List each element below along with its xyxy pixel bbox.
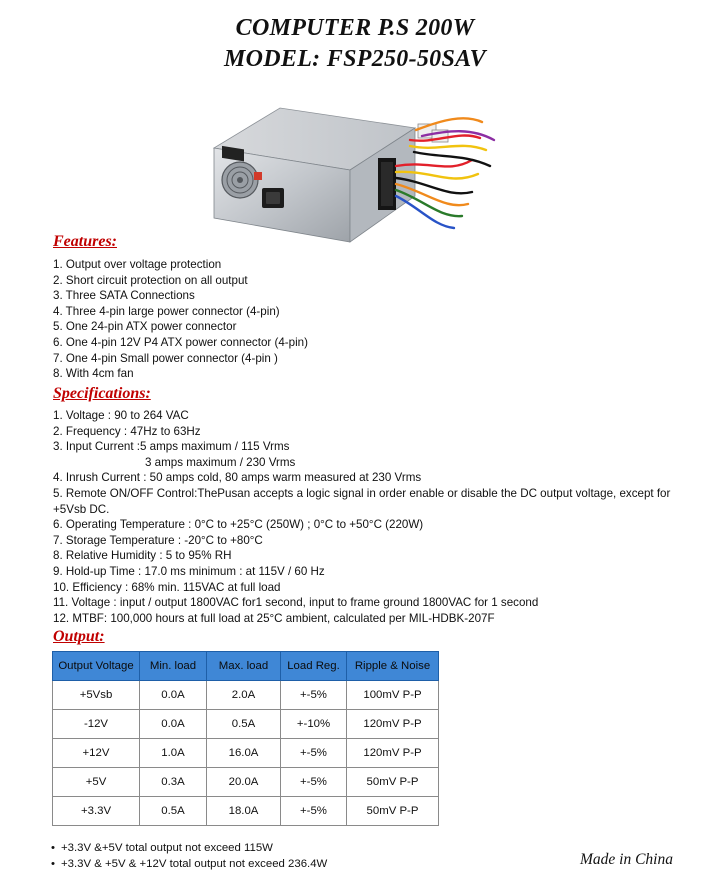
table-cell: +5V — [53, 768, 140, 797]
table-cell: 0.5A — [207, 710, 281, 739]
feature-item: 2. Short circuit protection on all output — [53, 273, 248, 287]
bullet-icon: • — [51, 858, 55, 870]
table-cell: 1.0A — [140, 739, 207, 768]
spec-item: 6. Operating Temperature : 0°C to +25°C (250W) ; 0°C to +50°C (220W) — [53, 518, 424, 532]
table-cell: 2.0A — [207, 681, 281, 710]
table-cell: 0.5A — [140, 797, 207, 826]
spec-item: 10. Efficiency : 68% min. 115VAC at full load — [53, 580, 281, 594]
spec-item-continuation — [53, 455, 693, 471]
spec-item: 8. Relative Humidity : 5 to 95% RH — [53, 549, 232, 563]
page-title-line-2: MODEL: FSP250-50SAV — [224, 46, 486, 72]
table-row — [53, 768, 439, 797]
note-item — [51, 840, 327, 856]
column-header-max-load: Max. load — [207, 652, 281, 681]
table-cell: +-5% — [281, 739, 347, 768]
table-cell: 18.0A — [207, 797, 281, 826]
table-cell: +5Vsb — [53, 681, 140, 710]
column-header-load-reg: Load Reg. — [281, 652, 347, 681]
output-heading: Output: — [53, 628, 105, 645]
table-cell: 16.0A — [207, 739, 281, 768]
table-row — [53, 797, 439, 826]
table-cell: 100mV P-P — [347, 681, 439, 710]
feature-item: 8. With 4cm fan — [53, 367, 134, 381]
column-header-min-load: Min. load — [140, 652, 207, 681]
output-table — [52, 651, 439, 826]
feature-item: 4. Three 4-pin large power connector (4-pin) — [53, 304, 280, 318]
made-in-label: Made in China — [580, 851, 673, 868]
table-cell: 0.3A — [140, 768, 207, 797]
spec-item: 11. Voltage : input / output 1800VAC for1 second, input to frame ground 1800VAC for 1 second — [53, 596, 539, 610]
power-supply-photo — [210, 100, 500, 250]
spec-item: 3. Input Current :5 amps maximum / 115 Vrms — [53, 440, 290, 454]
page-title-line-1: COMPUTER P.S 200W — [235, 15, 475, 41]
note-text: +3.3V & +5V & +12V total output not exceed 236.4W — [61, 858, 328, 870]
note-item — [51, 856, 327, 872]
table-row — [53, 681, 439, 710]
table-cell: 120mV P-P — [347, 710, 439, 739]
table-cell: +-5% — [281, 681, 347, 710]
feature-item: 6. One 4-pin 12V P4 ATX power connector (4-pin) — [53, 335, 308, 349]
spec-item: 12. MTBF: 100,000 hours at full load at 25°C ambient, calculated per MIL-HDBK-207F — [53, 611, 495, 625]
table-cell: 120mV P-P — [347, 739, 439, 768]
table-cell: 20.0A — [207, 768, 281, 797]
output-table-header-row — [53, 652, 439, 681]
table-cell: +-5% — [281, 797, 347, 826]
table-cell: 0.0A — [140, 681, 207, 710]
spec-item: 5. Remote ON/OFF Control:ThePusan accepts a logic signal in order enable or disable the DC output voltage, except for +5Vsb DC. — [53, 486, 671, 516]
feature-item: 1. Output over voltage protection — [53, 258, 222, 271]
feature-item: 5. One 24-pin ATX power connector — [53, 320, 237, 334]
table-cell: +3.3V — [53, 797, 140, 826]
spec-item: 9. Hold-up Time : 17.0 ms minimum : at 115V / 60 Hz — [53, 564, 325, 578]
bullet-icon: • — [51, 842, 55, 854]
table-cell: +-10% — [281, 710, 347, 739]
table-cell: 50mV P-P — [347, 768, 439, 797]
column-header-ripple-noise: Ripple & Noise — [347, 652, 439, 681]
feature-item: 3. Three SATA Connections — [53, 289, 195, 303]
table-cell: 50mV P-P — [347, 797, 439, 826]
specifications-heading: Specifications: — [53, 385, 151, 402]
feature-item: 7. One 4-pin Small power connector (4-pin ) — [53, 351, 278, 365]
output-notes — [51, 840, 327, 872]
spec-item: 1. Voltage : 90 to 264 VAC — [53, 409, 189, 422]
column-header-output-voltage: Output Voltage — [53, 652, 140, 681]
table-row — [53, 739, 439, 768]
table-cell: -12V — [53, 710, 140, 739]
spec-continuation-text: 3 amps maximum / 230 Vrms — [145, 455, 296, 469]
specifications-list — [53, 408, 693, 626]
spec-item: 7. Storage Temperature : -20°C to +80°C — [53, 533, 263, 547]
spec-item: 4. Inrush Current : 50 amps cold, 80 amps warm measured at 230 Vrms — [53, 471, 422, 485]
table-row — [53, 710, 439, 739]
features-list — [53, 257, 693, 382]
table-cell: +12V — [53, 739, 140, 768]
features-heading: Features: — [53, 233, 117, 250]
table-cell: 0.0A — [140, 710, 207, 739]
table-cell: +-5% — [281, 768, 347, 797]
note-text: +3.3V &+5V total output not exceed 115W — [61, 842, 273, 854]
spec-item: 2. Frequency : 47Hz to 63Hz — [53, 424, 201, 438]
